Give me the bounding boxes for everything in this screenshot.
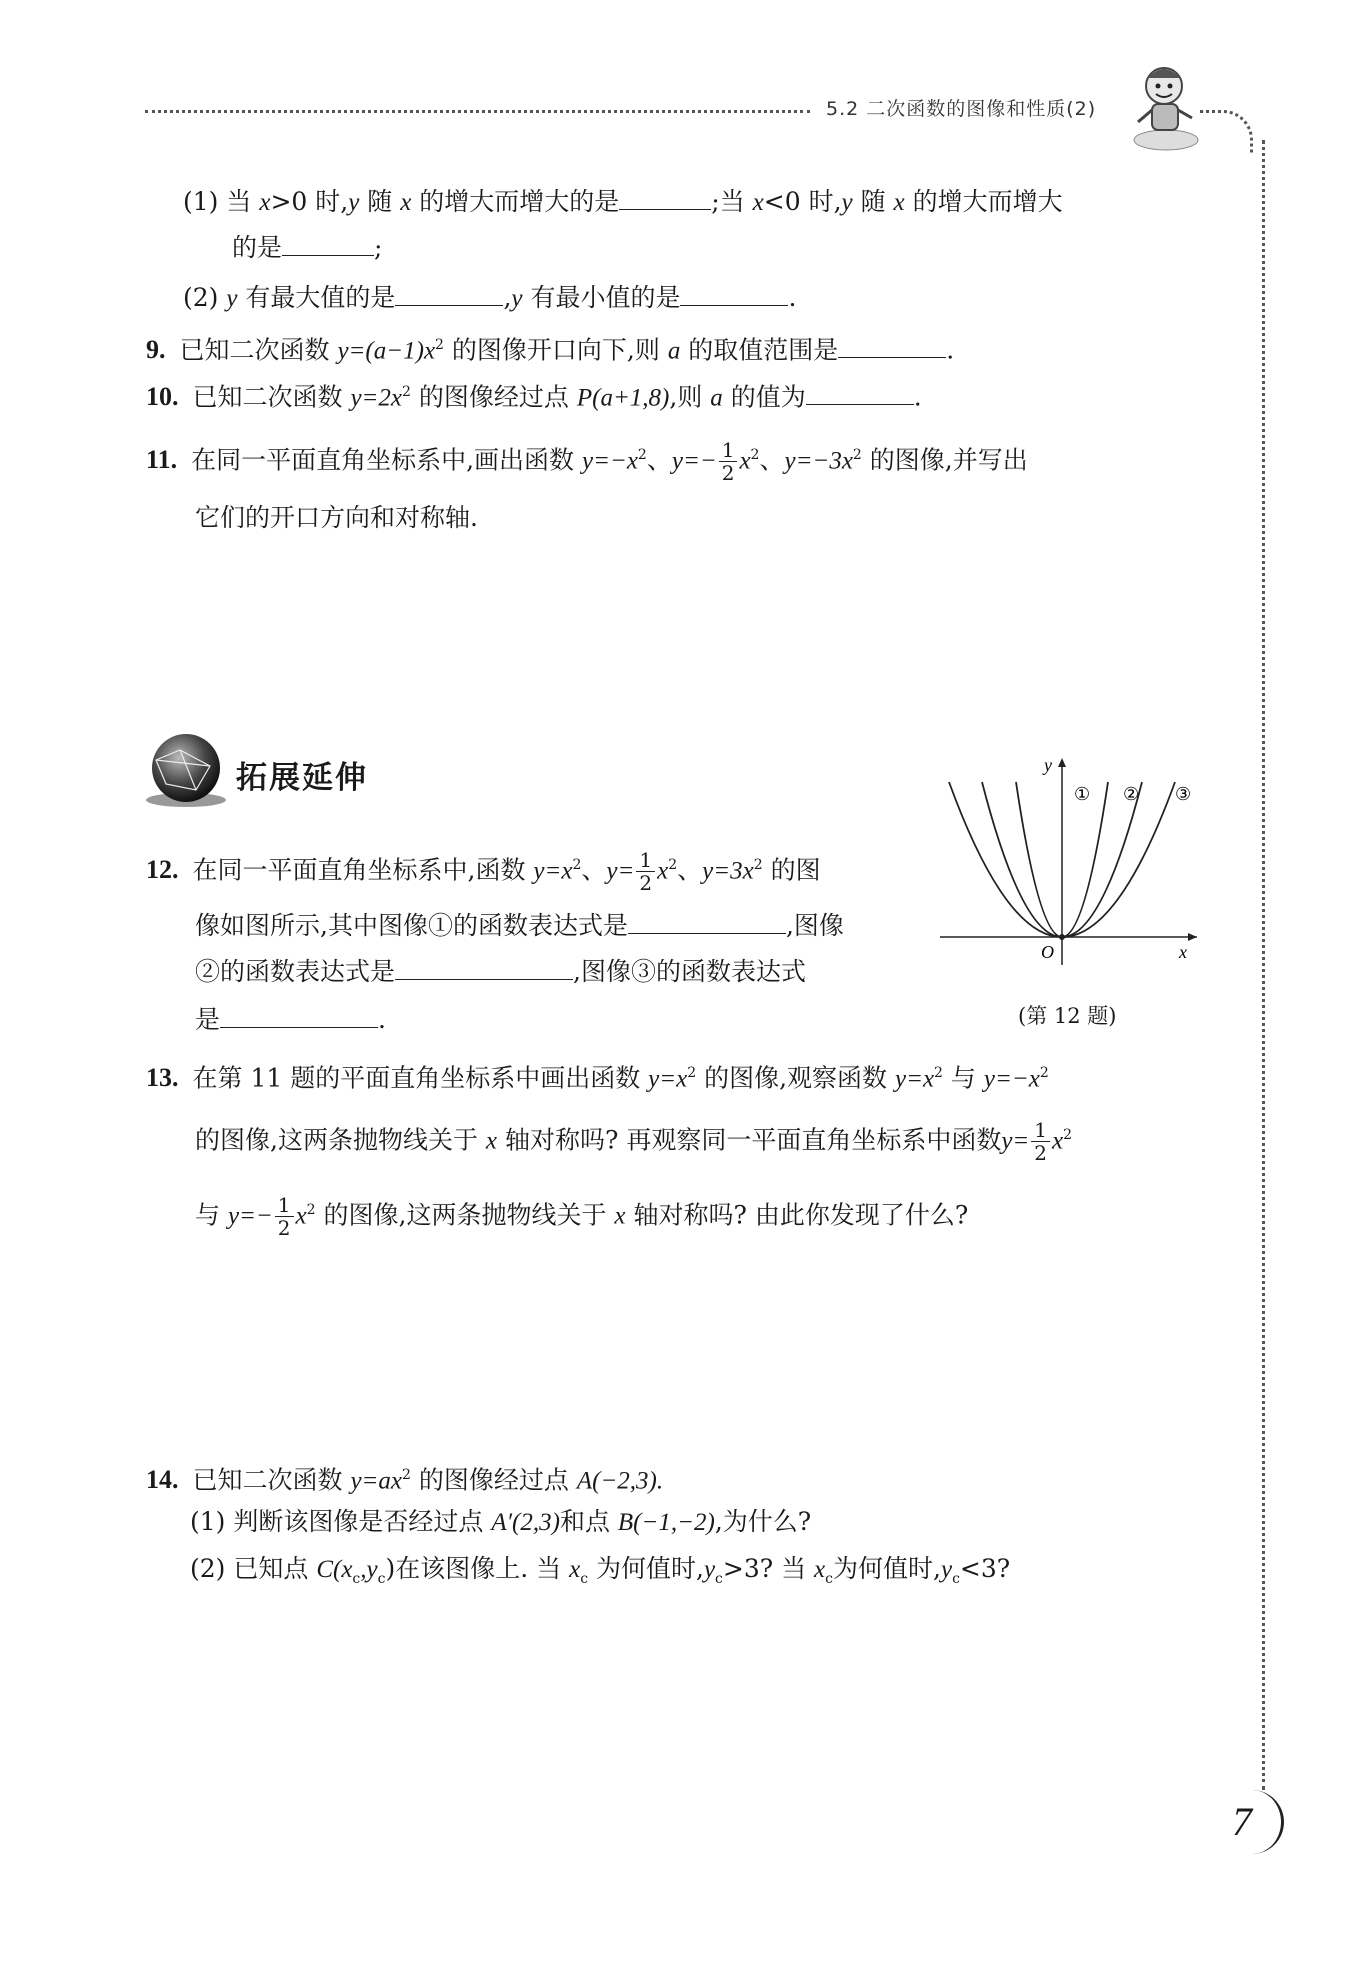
origin-label: O — [1041, 942, 1054, 962]
figure-caption: (第 12 题) — [1018, 1004, 1117, 1028]
question-12-line2: 像如图所示,其中图像①的函数表达式是 ,图像 — [195, 906, 844, 946]
answer-blank[interactable] — [220, 1001, 378, 1028]
answer-blank[interactable] — [282, 229, 374, 256]
y-axis-label: y — [1044, 755, 1052, 775]
answer-blank[interactable] — [806, 378, 914, 405]
parabola-figure — [935, 750, 1205, 980]
fraction-one-half: $\frac{1}{2}$ — [719, 439, 738, 484]
question-11-line2: 它们的开口方向和对称轴. — [195, 503, 478, 532]
section-header: 5.2 二次函数的图像和性质(2) — [826, 98, 1097, 120]
question-12-line3: ②的函数表达式是 ,图像③的函数表达式 — [195, 952, 806, 992]
curve-label-2: ② — [1123, 784, 1140, 805]
question-10: 10. 已知二次函数 $y=2x^2$ 的图像经过点 P(a+1,8),则 a 的值为 . — [146, 372, 922, 418]
question-11: 11. 在同一平面直角坐标系中,画出函数 $y=-x^2$、y=− $\frac{1}{2}$ $x^2$、$y=-3x^2$ 的图像,并写出 — [146, 438, 1028, 486]
corner-dotted-rule — [1200, 110, 1253, 153]
question-14-part1: (1) 判断该图像是否经过点 A′(2,3)和点 B(−1,−2),为什么? — [190, 1507, 812, 1536]
fraction-one-half: $\frac{1}{2}$ — [636, 849, 655, 894]
question-12-line1: 12. 在同一平面直角坐标系中,函数 $y=x^2$、y= $\frac{1}{2}$ $x^2$、$y=3x^2$ 的图 — [146, 848, 821, 896]
curve-label-1: ① — [1074, 784, 1091, 805]
question-13-line1: 13. 在第 11 题的平面直角坐标系中画出函数 $y=x^2$ 的图像,观察函数 $y=x^2$ 与 $y=-x^2$ — [146, 1063, 1049, 1093]
fraction-one-half: $\frac{1}{2}$ — [275, 1194, 294, 1239]
globe-icon — [140, 730, 232, 810]
curve-label-3: ③ — [1175, 784, 1192, 805]
answer-blank[interactable] — [628, 907, 786, 934]
section-title: 拓展延伸 — [236, 760, 368, 796]
question-13-line3: 与 y=− $\frac{1}{2}$ $x^2$ 的图像,这两条抛物线关于 x 轴对称吗? 由此你发现了什么? — [195, 1193, 969, 1241]
fraction-one-half: $\frac{1}{2}$ — [1031, 1119, 1050, 1164]
question-12-line4: 是 . — [195, 1000, 386, 1040]
question-9: 9. 已知二次函数 $y=(a-1)x^2$ 的图像开口向下,则 a 的取值范围是 . — [146, 325, 954, 371]
q8-part1-line1: (1) 当 x>0 时,y 随 x 的增大而增大的是 ;当 x<0 时,y 随 x 的增大而增大 — [183, 182, 1063, 223]
answer-blank[interactable] — [619, 183, 711, 210]
page-number: 7 — [1232, 1799, 1252, 1844]
answer-blank[interactable] — [395, 279, 503, 306]
question-14-line1: 14. 已知二次函数 $y=ax^2$ 的图像经过点 A(−2,3). — [146, 1465, 664, 1495]
x-axis-label: x — [1179, 942, 1187, 962]
question-13-line2: 的图像,这两条抛物线关于 x 轴对称吗? 再观察同一平面直角坐标系中函数y= $\frac{1}{2}$ $x^2$ — [195, 1118, 1073, 1166]
header-dotted-rule — [145, 110, 810, 113]
mascot-illustration — [1128, 58, 1200, 153]
q8-part2: (2) y 有最大值的是 ,y 有最小值的是 . — [183, 278, 796, 319]
answer-blank[interactable] — [395, 953, 573, 980]
answer-blank[interactable] — [838, 331, 946, 358]
answer-blank[interactable] — [680, 279, 788, 306]
q8-part1-line2: 的是 ; — [232, 228, 382, 268]
margin-dotted-rule — [1262, 140, 1265, 1790]
question-14-part2: (2) 已知点 $C(x_c,y_c)$在该图像上. 当 $x_c$ 为何值时$,y_c>3$? 当 $x_c$为何值时$,y_c<3$? — [190, 1554, 1011, 1587]
